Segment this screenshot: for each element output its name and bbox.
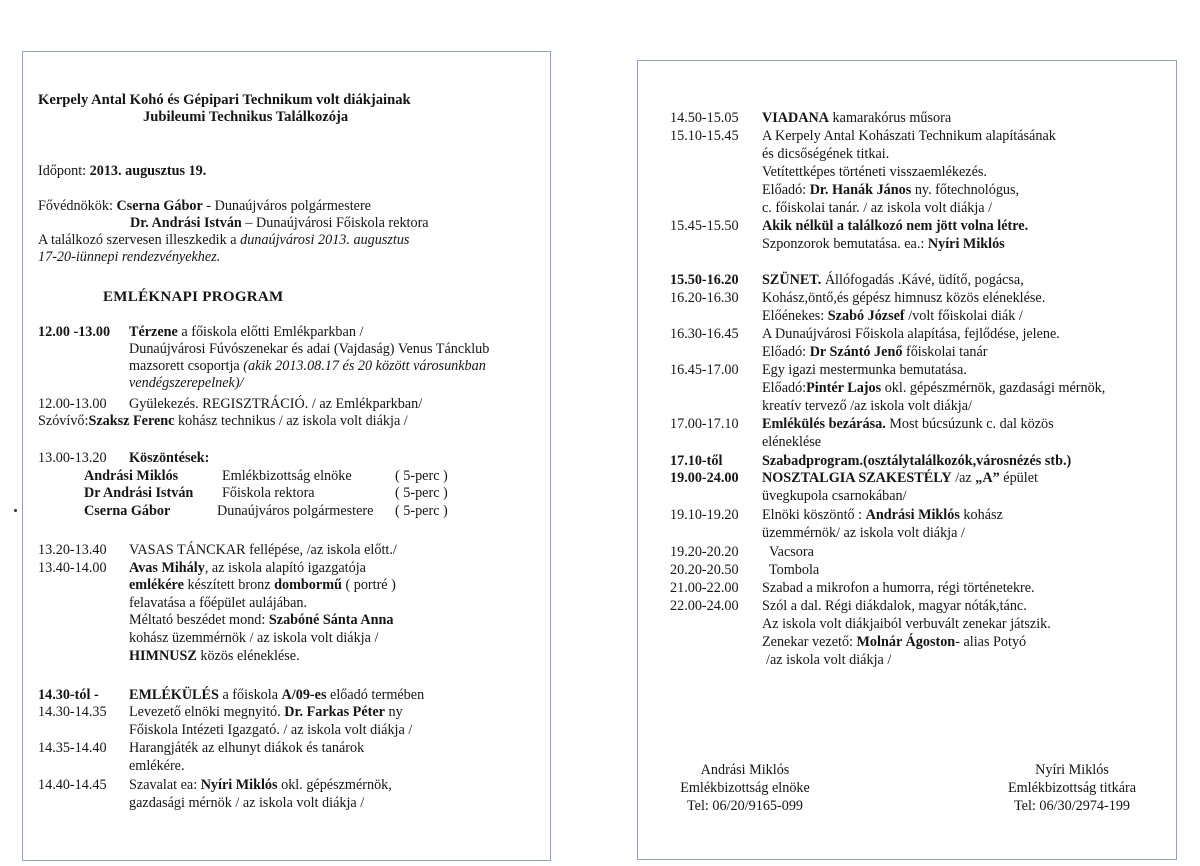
- r2-line-5: c. főiskolai tanár. / az iskola volt diákja /: [762, 200, 993, 216]
- r10-text: NOSZTALGIA SZAKESTÉLY /az „A” épület: [762, 470, 1038, 486]
- p9-line-2: emlékére.: [129, 758, 185, 774]
- r12-text: Vacsora: [769, 544, 814, 560]
- r14-text: Szabad a mikrofon a humorra, régi történetekre.: [762, 580, 1035, 596]
- p9-text: Harangjáték az elhunyt diákok és tanárok: [129, 740, 365, 756]
- greeting-role-1: Emlékbizottság elnöke: [222, 468, 352, 484]
- greeting-dur-2: ( 5-perc ): [395, 485, 448, 501]
- signature-secretary-role: Emlékbizottság titkára: [1007, 780, 1137, 796]
- p9-time: 14.35-14.40: [38, 740, 107, 756]
- p6-line-6: HIMNUSZ közös eléneklése.: [129, 648, 300, 664]
- r15-line-2: Az iskola volt diákjaiból verbuvált zenekar játszik.: [762, 616, 1051, 632]
- p5-text: VASAS TÁNCKAR fellépése, /az iskola előtt./: [129, 542, 397, 558]
- p10-text: Szavalat ea: Nyíri Miklós okl. gépészmérnök,: [129, 777, 392, 793]
- signature-secretary: [962, 761, 1182, 815]
- p10-time: 14.40-14.45: [38, 777, 107, 793]
- r8-time: 17.00-17.10: [670, 416, 739, 432]
- greeting-dur-3: ( 5-perc ): [395, 503, 448, 519]
- p6-line-2: emlékére készített bronz dombormű ( portré ): [129, 577, 396, 593]
- p2-text: Gyülekezés. REGISZTRÁCIÓ. / az Emlékparkban/: [129, 396, 423, 412]
- r7-line-3: kreatív tervező /az iskola volt diákja/: [762, 398, 972, 414]
- r2-time: 15.10-15.45: [670, 128, 739, 144]
- r1-time: 14.50-15.05: [670, 110, 739, 126]
- r2-line-3: Vetítettképes történeti visszaemlékezés.: [762, 164, 987, 180]
- p1-line-4: vendégszerepelnek)/: [129, 375, 244, 391]
- r15-text: Szól a dal. Régi diákdalok, magyar nóták,tánc.: [762, 598, 1027, 614]
- p3-text: Szóvívő:Szaksz Ferenc kohász technikus / az iskola volt diákja /: [38, 413, 408, 429]
- patron-2: Dr. Andrási István – Dunaújvárosi Főiskola rektora: [130, 215, 429, 231]
- r11-line-2: üzemmérnök/ az iskola volt diákja /: [762, 525, 965, 541]
- intro-line-2: 17-20-iünnepi rendezvényekhez.: [38, 249, 221, 265]
- r6-line-2: Előadó: Dr Szántó Jenő főiskolai tanár: [762, 344, 988, 360]
- p7-text: EMLÉKÜLÉS a főiskola A/09-es előadó termében: [129, 687, 425, 703]
- r4-text: SZÜNET. Állófogadás .Kávé, üdítő, pogácsa,: [762, 272, 1024, 288]
- r4-time: 15.50-16.20: [670, 272, 739, 288]
- r13-text: Tombola: [769, 562, 820, 578]
- r5-line-2: Előénekes: Szabó József /volt főiskolai diák /: [762, 308, 1023, 324]
- r2-line-2: és dicsőségének titkai.: [762, 146, 890, 162]
- r9-time: 17.10-től: [670, 453, 723, 469]
- r3-line-2: Szponzorok bemutatása. ea.: Nyíri Miklós: [762, 236, 1005, 252]
- p7-time: 14.30-tól -: [38, 687, 99, 703]
- event-date: Időpont: 2013. augusztus 19.: [38, 163, 207, 179]
- p1-line-3: mazsorett csoportja (akik 2013.08.17 és 20 között városunkban: [129, 358, 486, 374]
- p5-time: 13.20-13.40: [38, 542, 107, 558]
- p4-title: Köszöntések:: [129, 450, 210, 466]
- p6-line-4: Méltató beszédet mond: Szabóné Sánta Anna: [129, 612, 394, 628]
- greeting-dur-1: ( 5-perc ): [395, 468, 448, 484]
- r5-text: Kohász,öntő,és gépész himnusz közös eléneklése.: [762, 290, 1046, 306]
- r8-line-2: eléneklése: [762, 434, 822, 450]
- p1-time: 12.00 -13.00: [38, 324, 111, 340]
- r13-time: 20.20-20.50: [670, 562, 739, 578]
- p10-line-2: gazdasági mérnök / az iskola volt diákja /: [129, 795, 365, 811]
- p4-time: 13.00-13.20: [38, 450, 107, 466]
- r6-time: 16.30-16.45: [670, 326, 739, 342]
- r7-line-2: Előadó:Pintér Lajos okl. gépészmérnök, gazdasági mérnök,: [762, 380, 1106, 396]
- r10-time: 19.00-24.00: [670, 470, 739, 486]
- r2-line-4: Előadó: Dr. Hanák János ny. főtechnológus,: [762, 182, 1020, 198]
- r10-line-2: üvegkupola csarnokában/: [762, 488, 907, 504]
- r2-text: A Kerpely Antal Kohászati Technikum alapításának: [762, 128, 1056, 144]
- signature-chair-role: Emlékbizottság elnöke: [680, 780, 810, 796]
- r15-line-4: /az iskola volt diákja /: [766, 652, 892, 668]
- signature-secretary-phone: Tel: 06/30/2974-199: [1013, 798, 1131, 814]
- r11-time: 19.10-19.20: [670, 507, 739, 523]
- greeting-name-3: Cserna Gábor: [84, 503, 171, 519]
- r3-text: Akik nélkül a találkozó nem jött volna létre.: [762, 218, 1029, 234]
- r6-text: A Dunaújvárosi Főiskola alapítása, fejlődése, jelene.: [762, 326, 1060, 342]
- r11-text: Elnöki köszöntő : Andrási Miklós kohász: [762, 507, 1003, 523]
- r12-time: 19.20-20.20: [670, 544, 739, 560]
- r7-text: Egy igazi mestermunka bemutatása.: [762, 362, 967, 378]
- r9-text: Szabadprogram.(osztálytalálkozók,városnézés stb.): [762, 453, 1072, 469]
- p8-line-2: Főiskola Intézeti Igazgató. / az iskola volt diákja /: [129, 722, 413, 738]
- p8-time: 14.30-14.35: [38, 704, 107, 720]
- signature-secretary-name: Nyíri Miklós: [1035, 762, 1109, 778]
- p6-line-3: felavatása a főépület aulájában.: [129, 595, 308, 611]
- document-title: Kerpely Antal Kohó és Gépipari Technikum volt diákjainak: [38, 92, 411, 108]
- p8-text: Levezető elnöki megnyitó. Dr. Farkas Péter ny: [129, 704, 403, 720]
- r5-time: 16.20-16.30: [670, 290, 739, 306]
- p6-line-5: kohász üzemmérnök / az iskola volt diákja /: [129, 630, 379, 646]
- r8-text: Emlékülés bezárása. Most búcsúzunk c. dal közös: [762, 416, 1054, 432]
- signature-chair-phone: Tel: 06/20/9165-099: [686, 798, 804, 814]
- document-subtitle: Jubileumi Technikus Találkozója: [143, 109, 349, 125]
- greeting-name-2: Dr Andrási István: [84, 485, 194, 501]
- signature-chair: [635, 761, 855, 815]
- patron-1: Fővédnökök: Cserna Gábor - Dunaújváros polgármestere: [38, 198, 371, 214]
- intro-line-1: A találkozó szervesen illeszkedik a dunaújvárosi 2013. augusztus: [38, 232, 410, 248]
- stray-dot: [14, 509, 17, 512]
- p6-time: 13.40-14.00: [38, 560, 107, 576]
- p2-time: 12.00-13.00: [38, 396, 107, 412]
- p1-text: Térzene a főiskola előtti Emlékparkban /: [129, 324, 364, 340]
- r15-line-3: Zenekar vezető: Molnár Ágoston- alias Potyó: [762, 634, 1027, 650]
- p1-line-2: Dunaújvárosi Fúvószenekar és adai (Vajdaság) Venus Táncklub: [129, 341, 490, 357]
- r14-time: 21.00-22.00: [670, 580, 739, 596]
- signature-chair-name: Andrási Miklós: [700, 762, 790, 778]
- r7-time: 16.45-17.00: [670, 362, 739, 378]
- program-heading: EMLÉKNAPI PROGRAM: [103, 289, 284, 305]
- greeting-role-2: Főiskola rektora: [222, 485, 315, 501]
- r1-text: VIADANA kamarakórus műsora: [762, 110, 952, 126]
- p6-text: Avas Mihály, az iskola alapító igazgatója: [129, 560, 366, 576]
- greeting-role-3: Dunaújváros polgármestere: [217, 503, 374, 519]
- greeting-name-1: Andrási Miklós: [84, 468, 179, 484]
- r15-time: 22.00-24.00: [670, 598, 739, 614]
- r3-time: 15.45-15.50: [670, 218, 739, 234]
